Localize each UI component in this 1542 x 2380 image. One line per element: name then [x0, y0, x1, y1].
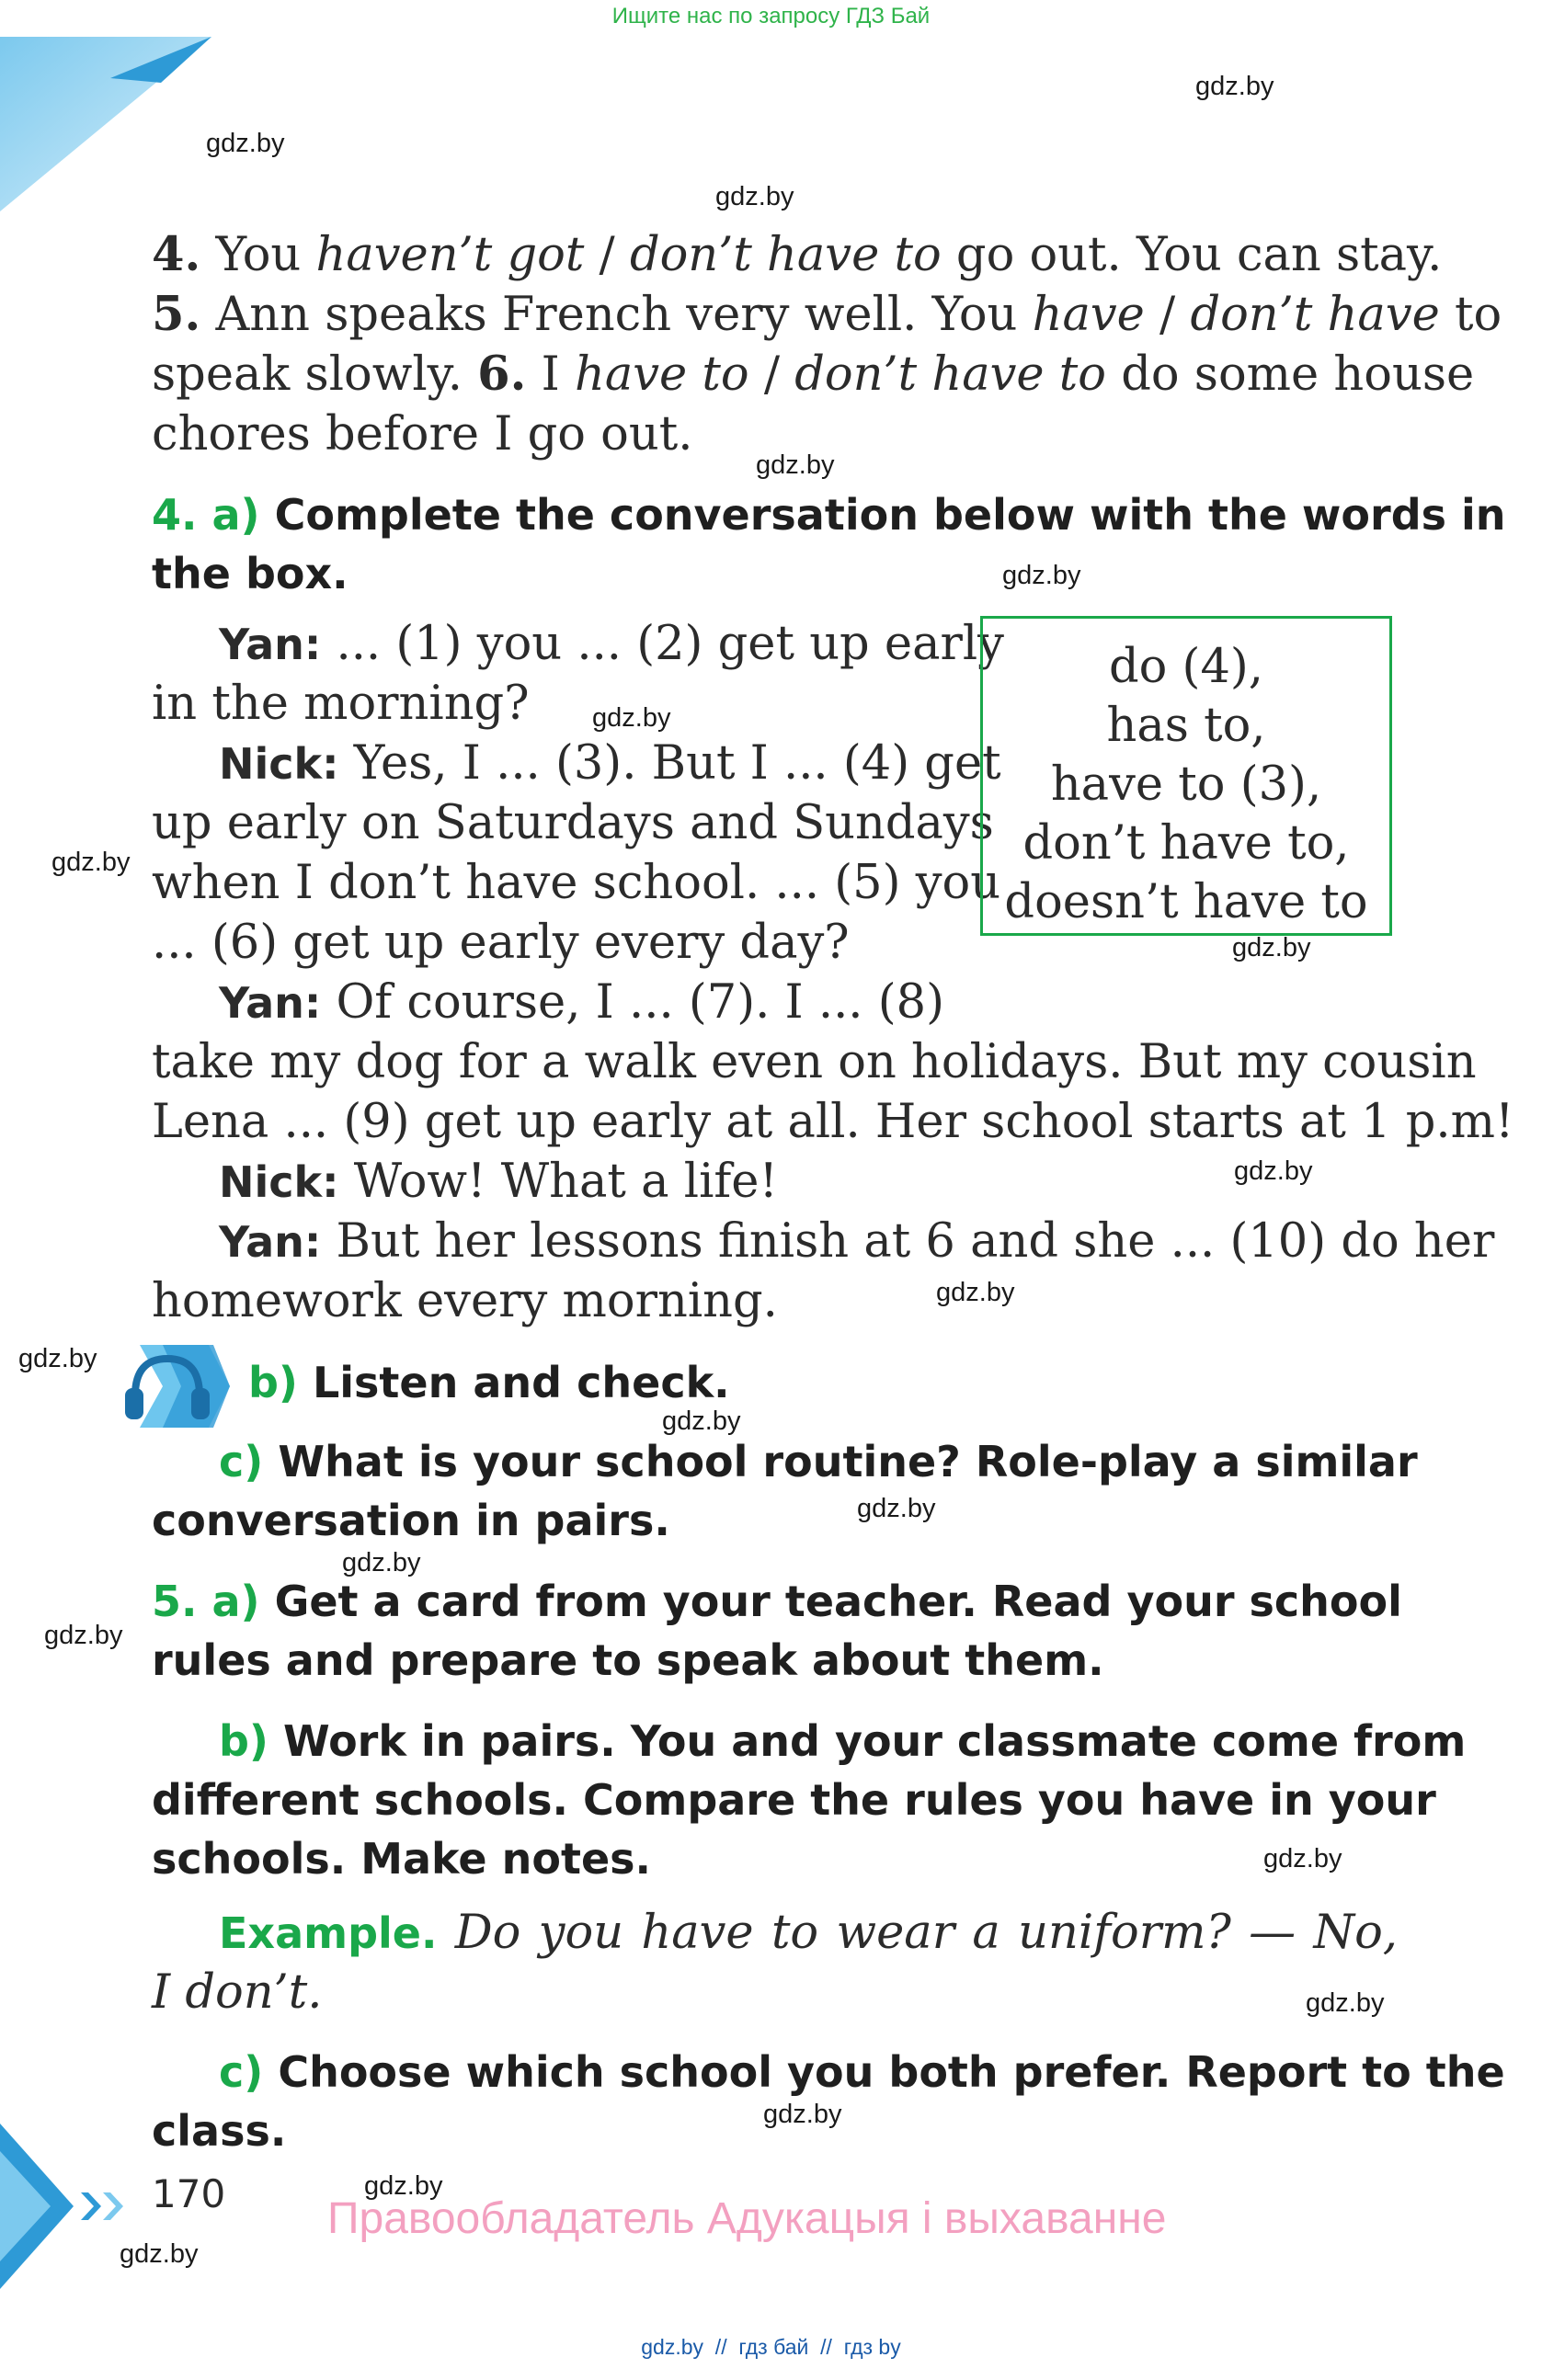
watermark: gdz.by [662, 1406, 741, 1436]
headphones-icon[interactable] [112, 1340, 232, 1432]
watermark: gdz.by [1002, 561, 1081, 590]
watermark: gdz.by [1195, 72, 1274, 101]
dialogue-line-7: Yan: Of course, I ... (7). I ... (8) [219, 975, 944, 1030]
watermark: gdz.by [1234, 1156, 1313, 1186]
corner-decoration-top [0, 37, 239, 211]
dialogue-line-2: in the morning? [152, 677, 530, 731]
watermark: gdz.by [120, 2239, 199, 2269]
ex5a-line-1: 5. a) Get a card from your teacher. Read your school [152, 1577, 1402, 1626]
word-box-item: has to, [1106, 699, 1266, 753]
ex3-line-1: 4. You haven’t got / don’t have to go out. You can stay. [152, 227, 1443, 282]
ex4c-line-1: c) What is your school routine? Role-play a similar [219, 1437, 1418, 1486]
watermark: gdz.by [857, 1494, 936, 1523]
watermark: gdz.by [763, 2100, 842, 2129]
copyright-notice: Правообладатель Адукацыя і выхаванне [327, 2194, 1167, 2243]
ex3-line-2: 5. Ann speaks French very well. You have / don’t have to [152, 287, 1502, 342]
watermark: gdz.by [1306, 1988, 1385, 2018]
dialogue-line-10: Nick: Wow! What a life! [219, 1155, 778, 1209]
dialogue-line-4: up early on Saturdays and Sundays [152, 796, 994, 850]
watermark: gdz.by [715, 182, 794, 211]
dialogue-line-8: take my dog for a walk even on holidays. But my cousin [152, 1035, 1477, 1089]
word-box-item: have to (3), [1050, 757, 1322, 812]
corner-decoration-bottom [0, 2114, 147, 2298]
ex5b-line-2: different schools. Compare the rules you have in your [152, 1775, 1436, 1825]
watermark: gdz.by [51, 848, 131, 877]
watermark: gdz.by [936, 1278, 1015, 1307]
dialogue-line-9: Lena ... (9) get up early at all. Her school starts at 1 p.m! [152, 1095, 1514, 1149]
watermark: gdz.by [18, 1344, 97, 1373]
ex5b-line-3: schools. Make notes. [152, 1834, 652, 1884]
dialogue-line-6: ... (6) get up early every day? [152, 916, 850, 970]
dialogue-line-3: Nick: Yes, I ... (3). But I ... (4) get [219, 736, 1001, 791]
watermark: gdz.by [1232, 933, 1311, 962]
ex5c-line-2: class. [152, 2106, 287, 2156]
ex4b: b) Listen and check. [248, 1358, 730, 1407]
dialogue-line-5: when I don’t have school. ... (5) you [152, 856, 1001, 910]
page-number: 170 [152, 2171, 226, 2216]
dialogue-line-11: Yan: But her lessons finish at 6 and she ... (10) do her [219, 1214, 1495, 1269]
ex4-heading-line-2: the box. [152, 549, 348, 598]
word-box-item: doesn’t have to [1004, 875, 1368, 929]
watermark: gdz.by [1263, 1844, 1342, 1873]
watermark: gdz.by [364, 2171, 443, 2201]
watermark: gdz.by [592, 703, 671, 733]
example-line-2: I don’t. [152, 1965, 323, 2020]
word-box [980, 616, 1392, 936]
watermark: gdz.by [206, 129, 285, 158]
footer-links[interactable]: gdz.by // гдз бай // гдз by [641, 2335, 901, 2359]
ex3-line-4: chores before I go out. [152, 407, 693, 461]
word-box-item: don’t have to, [1022, 816, 1350, 871]
word-box-item: do (4), [1108, 640, 1264, 694]
watermark: gdz.by [756, 450, 835, 480]
watermark: gdz.by [342, 1548, 421, 1577]
ex4-heading-line-1: 4. a) Complete the conversation below with the words in [152, 490, 1506, 540]
header-banner[interactable]: Ищите нас по запросу ГДЗ Бай [611, 4, 931, 28]
watermark: gdz.by [44, 1621, 123, 1650]
ex5c-line-1: c) Choose which school you both prefer. Report to the [219, 2047, 1505, 2097]
dialogue-line-1: Yan: ... (1) you ... (2) get up early [219, 617, 1004, 671]
ex4c-line-2: conversation in pairs. [152, 1496, 670, 1545]
ex3-line-3: speak slowly. 6. I have to / don’t have to do some house [152, 347, 1475, 402]
example-line-1: Example. Do you have to wear a uniform? — No, [219, 1906, 1398, 1960]
ex5b-line-1: b) Work in pairs. You and your classmate come from [219, 1716, 1467, 1766]
ex5a-line-2: rules and prepare to speak about them. [152, 1635, 1104, 1685]
dialogue-line-12: homework every morning. [152, 1274, 778, 1328]
